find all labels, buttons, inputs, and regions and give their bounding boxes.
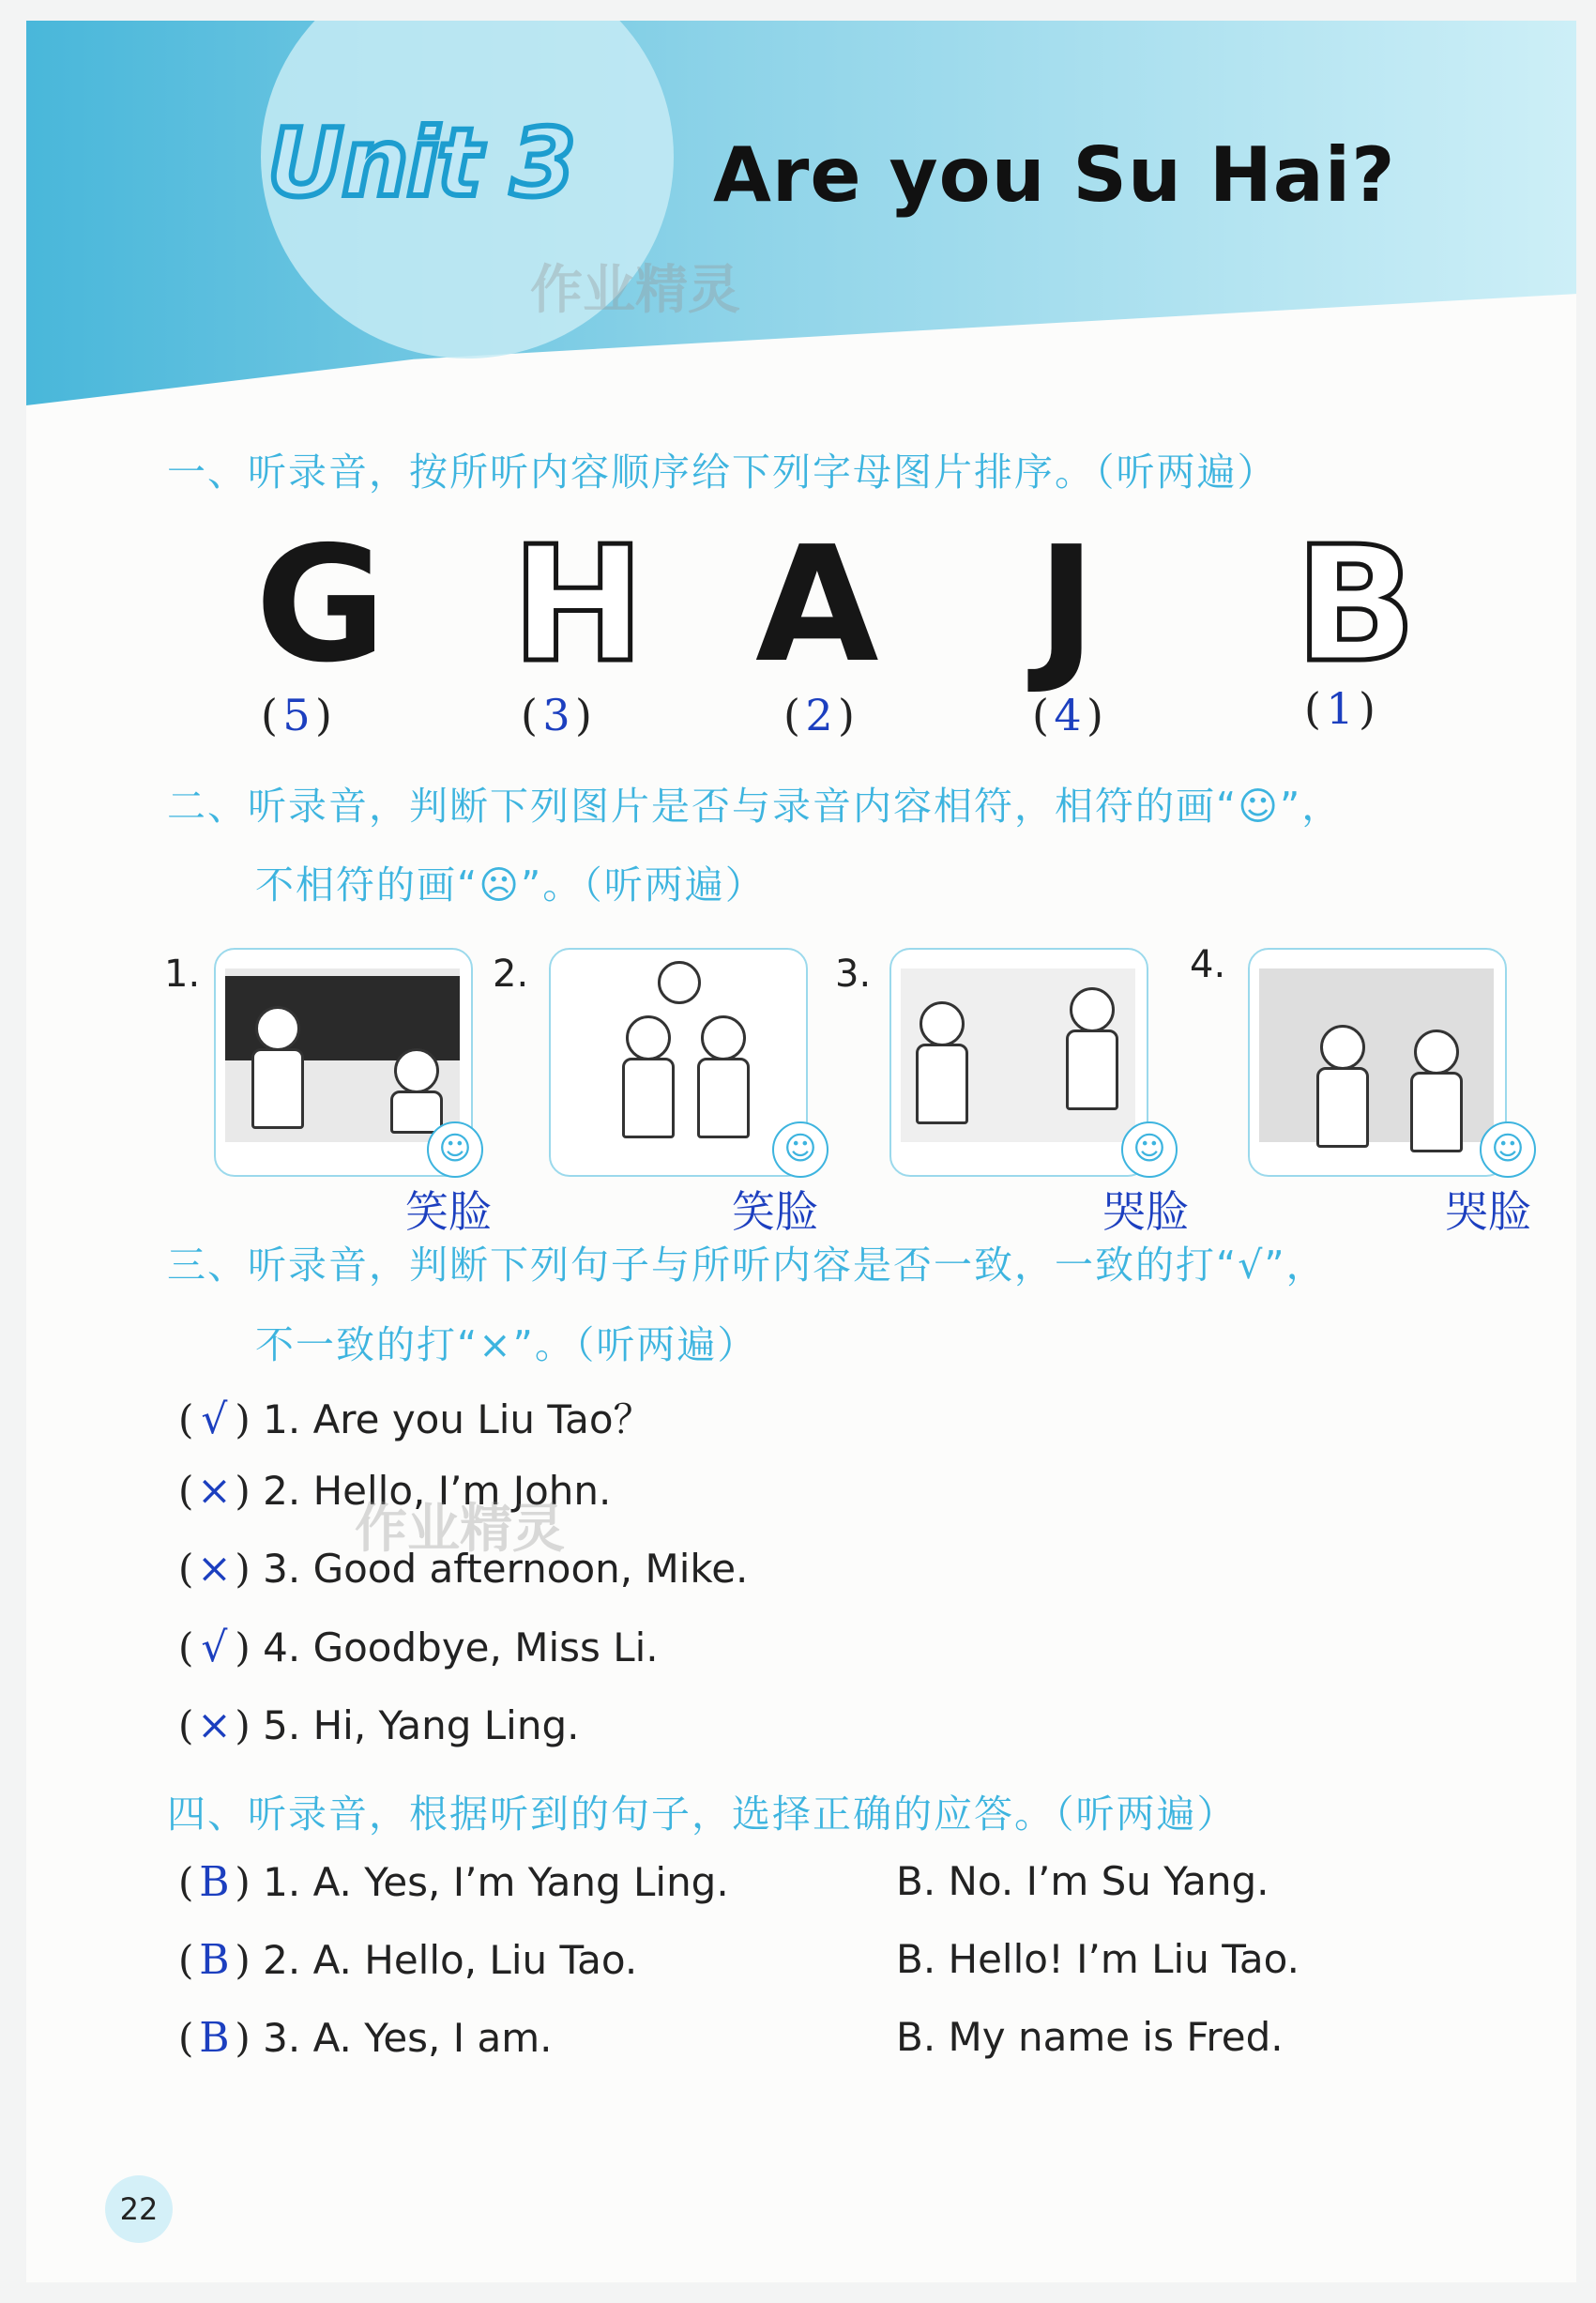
picture-number: 3. (835, 953, 872, 996)
choice-item-2: ( B ) 2. A. Hello, Liu Tao. (178, 1936, 638, 1984)
judge-mark[interactable]: × (196, 1467, 232, 1515)
unit-label: Unit 3 (267, 108, 574, 218)
letter-g-picture: G (255, 512, 387, 698)
judge-item-1: ( √ ) 1. Are you Liu Tao？ (178, 1396, 653, 1443)
boy-head (701, 1015, 746, 1060)
boy-body (251, 1048, 304, 1129)
picture-bus-stop (1248, 948, 1507, 1177)
boy-head (1320, 1025, 1365, 1070)
girl-head (920, 1001, 965, 1046)
judge-sentence: 3. Good afternoon, Mike. (263, 1546, 749, 1592)
choice-option-b: B. Hello! I’m Liu Tao. (896, 1936, 1300, 1982)
face-answer-1: 笑脸 (405, 1186, 492, 1237)
answer-blank-1[interactable]: ( 5 ) (261, 690, 332, 740)
girl-head (394, 1048, 439, 1093)
boy-body (622, 1058, 675, 1138)
judge-sentence: 4. Goodbye, Miss Li. (263, 1624, 659, 1670)
girl-body (390, 1090, 443, 1134)
boy-body (1066, 1029, 1118, 1110)
girl-body (916, 1044, 968, 1124)
judge-mark[interactable]: √ (201, 1624, 228, 1671)
section3-heading-line2: 不一致的打“×”。（听两遍） (255, 1322, 758, 1367)
choice-item-1: ( B ) 1. A. Yes, I’m Yang Ling. (178, 1858, 729, 1906)
judge-item-4: ( √ ) 4. Goodbye, Miss Li. (178, 1624, 659, 1671)
letter-h-picture: H (511, 512, 646, 698)
judge-sentence: 1. Are you Liu Tao？ (263, 1396, 653, 1442)
answer-blank-2[interactable]: ( 3 ) (521, 690, 592, 740)
picture-clock-boys (549, 948, 808, 1177)
boy-head (255, 1006, 300, 1051)
picture-number: 1. (164, 953, 201, 996)
face-answer-3: 哭脸 (1102, 1186, 1189, 1237)
picture-number: 4. (1190, 943, 1226, 986)
boy-body (697, 1058, 750, 1138)
answer-blank-3[interactable]: ( 2 ) (783, 690, 855, 740)
smiley-face-icon[interactable]: ☺ (1121, 1121, 1178, 1178)
choice-answer[interactable]: B (199, 1858, 230, 1906)
answer-value: 5 (282, 690, 311, 740)
answer-blank-5[interactable]: ( 1 ) (1304, 683, 1376, 734)
choice-answer[interactable]: B (199, 1936, 230, 1984)
section2-heading-line2: 不相符的画“☹”。（听两遍） (255, 862, 766, 907)
smiley-face-icon[interactable]: ☺ (1480, 1121, 1536, 1178)
smiley-face-icon[interactable]: ☺ (427, 1121, 483, 1178)
judge-sentence: 2. Hello, I’m John. (263, 1468, 612, 1514)
letter-b-picture: B (1295, 512, 1417, 698)
judge-mark[interactable]: √ (201, 1396, 228, 1443)
choice-option-a: 3. A. Yes, I am. (263, 2015, 553, 2061)
unit-title: Are you Su Hai? (713, 131, 1396, 219)
choice-option-b: B. My name is Fred. (896, 2014, 1284, 2060)
page-number: 22 (105, 2175, 173, 2243)
section3-heading-line1: 三、听录音，判断下列句子与所听内容是否一致，一致的打“√”， (167, 1243, 1327, 1288)
watermark: 作业精灵 (530, 260, 740, 321)
picture-number: 2. (493, 953, 529, 996)
judge-item-3: (×) 3. Good afternoon, Mike. (178, 1545, 749, 1593)
judge-mark[interactable]: × (196, 1701, 232, 1749)
letter-j-picture: J (1037, 512, 1097, 698)
choice-option-a: 2. A. Hello, Liu Tao. (263, 1937, 638, 1983)
boy-body (1316, 1067, 1369, 1148)
watermark: 作业精灵 (355, 1499, 565, 1560)
section2-heading-line1: 二、听录音，判断下列图片是否与录音内容相符，相符的画“☺”， (167, 784, 1343, 829)
judge-item-2: (×) 2. Hello, I’m John. (178, 1467, 612, 1515)
letter-a-picture: A (755, 512, 879, 698)
girl-body (1410, 1072, 1463, 1152)
smiley-face-icon[interactable]: ☺ (772, 1121, 828, 1178)
choice-answer[interactable]: B (199, 2014, 230, 2062)
answer-value: 2 (805, 690, 833, 740)
judge-item-5: (×) 5. Hi, Yang Ling. (178, 1701, 580, 1749)
boy-head (1070, 987, 1115, 1032)
choice-option-a: 1. A. Yes, I’m Yang Ling. (263, 1859, 729, 1905)
picture-desks (889, 948, 1148, 1177)
judge-mark[interactable]: × (196, 1545, 232, 1593)
answer-value: 3 (542, 690, 570, 740)
answer-blank-4[interactable]: ( 4 ) (1032, 690, 1103, 740)
choice-item-3: ( B ) 3. A. Yes, I am. (178, 2014, 553, 2062)
section1-heading: 一、听录音，按所听内容顺序给下列字母图片排序。（听两遍） (167, 450, 1278, 495)
girl-head (1414, 1029, 1459, 1075)
face-answer-4: 哭脸 (1445, 1186, 1531, 1237)
judge-sentence: 5. Hi, Yang Ling. (263, 1702, 580, 1748)
section4-heading: 四、听录音，根据听到的句子，选择正确的应答。（听两遍） (167, 1792, 1238, 1837)
answer-value: 4 (1054, 690, 1082, 740)
choice-option-b: B. No. I’m Su Yang. (896, 1858, 1269, 1904)
face-answer-2: 笑脸 (732, 1186, 818, 1237)
answer-value: 1 (1326, 683, 1354, 734)
boy-head (626, 1015, 671, 1060)
clock-icon (658, 961, 701, 1004)
